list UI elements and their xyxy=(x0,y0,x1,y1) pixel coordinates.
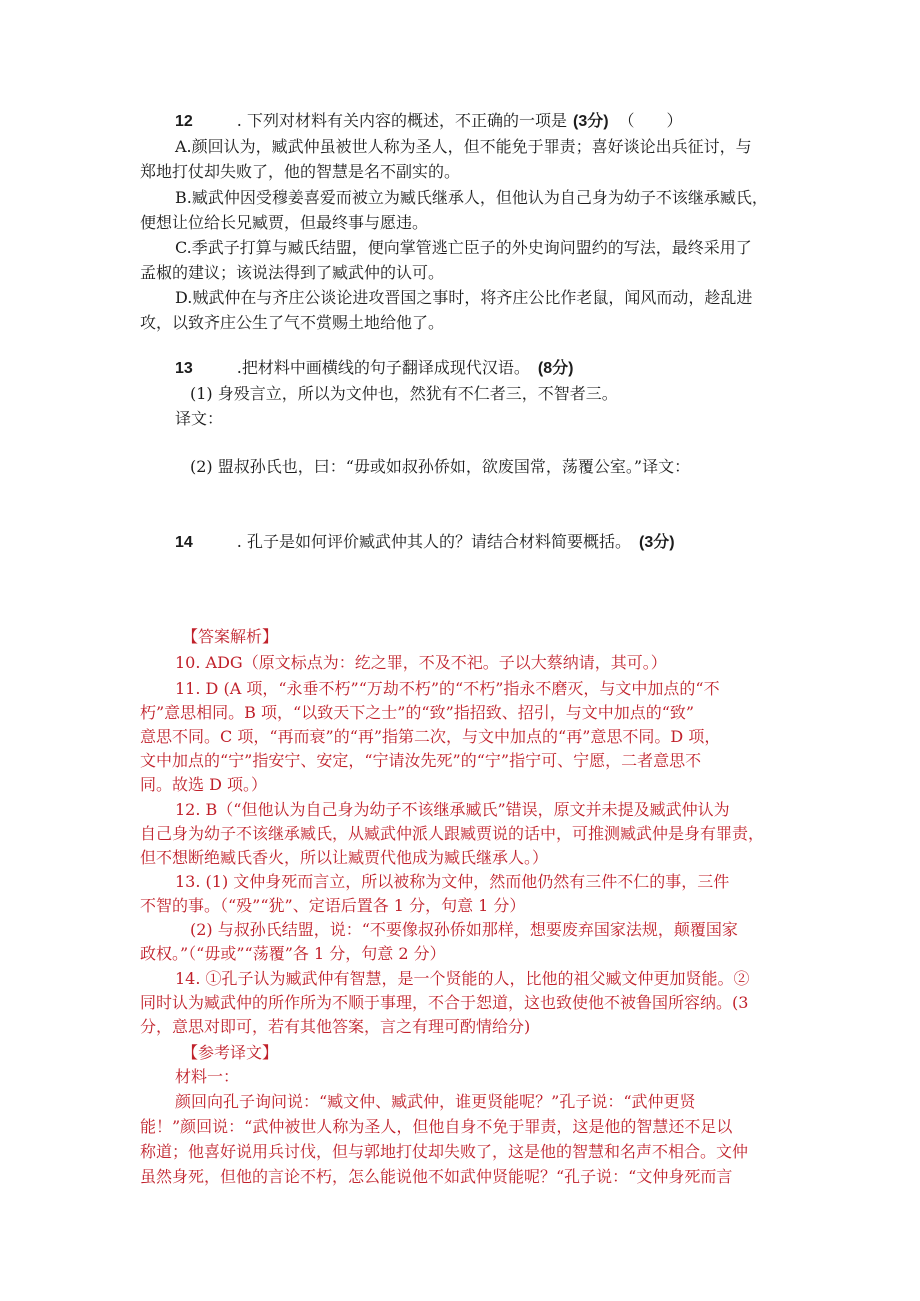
q12-stem-line xyxy=(175,108,683,135)
q13-sentence-1: (1) 身殁言立，所以为文仲也，然犹有不仁者三，不智者三。 xyxy=(190,384,618,403)
q12-number: 12 xyxy=(175,113,193,130)
q13-stem-line xyxy=(175,355,573,382)
answer-11-line2: 朽”意思相同。B 项，“以致天下之士”的“致”指招致、招引，与文中加点的“致” xyxy=(140,703,695,722)
q12-option-c-line2: 孟椒的建议；该说法得到了臧武仲的认可。 xyxy=(140,263,445,282)
q13-translation-label-1: 译文： xyxy=(175,409,224,428)
answer-14-line2: 同时认为臧武仲的所作所为不顺于事理，不合于恕道，这也致使他不被鲁国所容纳。(3 xyxy=(140,993,749,1012)
q12-score: (3分) xyxy=(572,113,609,130)
q13-number: 13 xyxy=(175,360,193,377)
answer-13-line2: 不智的事。（“殁”“犹”、定语后置各 1 分，句意 1 分） xyxy=(140,896,526,915)
q12-answer-blank: （ ） xyxy=(618,111,683,130)
answer-13-line4: 政权。”（“毋或”“荡覆”各 1 分，句意 2 分） xyxy=(140,944,446,963)
q14-stem: . 孔子是如何评价臧武仲其人的？请结合材料简要概括。 xyxy=(236,532,631,551)
q12-option-b-line1: B.臧武仲因受穆姜喜爱而被立为臧氏继承人，但他认为自己身为幼子不该继承臧氏， xyxy=(175,188,768,207)
answer-14-line1: 14. ①孔子认为臧武仲有智慧，是一个贤能的人，比他的祖父臧文仲更加贤能。② xyxy=(175,969,750,988)
answer-10: 10. ADG（原文标点为：纥之罪，不及不祀。子以大蔡纳请，其可。） xyxy=(175,653,667,672)
q12-stem: . 下列对材料有关内容的概述，不正确的一项是 xyxy=(236,111,567,130)
answer-12-line2: 自己身为幼子不该继承臧氏，从臧武仲派人跟臧贾说的话中，可推测臧武仲是身有罪责， xyxy=(140,824,765,843)
q12-option-a-line1: A.颜回认为，臧武仲虽被世人称为圣人，但不能免于罪责；喜好谈论出兵征讨，与 xyxy=(175,137,752,156)
translation-para-line2: 能！”颜回说：“武仲被世人称为圣人，但他自身不免于罪责，这是他的智慧还不足以 xyxy=(140,1117,733,1136)
answer-14-line3: 分，意思对即可，若有其他答案，言之有理可酌情给分) xyxy=(140,1017,531,1036)
q13-sentence-2: (2) 盟叔孙氏也，曰：“毋或如叔孙侨如，欲废国常，荡覆公室。”译文： xyxy=(190,457,691,476)
q14-score: (3分) xyxy=(638,534,675,551)
q12-option-b-line2: 便想让位给长兄臧贾，但最终事与愿违。 xyxy=(140,213,429,232)
translation-para-line1: 颜回向孔子询问说：“臧文仲、臧武仲，谁更贤能呢？”孔子说：“武仲更贤 xyxy=(175,1092,696,1111)
answer-11-line1: 11. D (A 项，“永垂不朽”“万劫不朽”的“不朽”指永不磨灭，与文中加点的“不 xyxy=(175,679,720,698)
translation-material-label: 材料一： xyxy=(175,1067,240,1086)
answer-12-line1: 12. B（“但他认为自己身为幼子不该继承臧氏”错误，原文并未提及臧武仲认为 xyxy=(175,800,730,819)
translation-para-line4: 虽然身死，但他的言论不朽，怎么能说他不如武仲贤能呢？“孔子说：“文仲身死而言 xyxy=(140,1167,733,1186)
answer-11-line5: 同。故选 D 项。） xyxy=(140,775,268,794)
q14-number: 14 xyxy=(175,534,193,551)
answers-heading: 【答案解析】 xyxy=(182,627,279,646)
q12-option-c-line1: C.季武子打算与臧氏结盟，便向掌管逃亡臣子的外史询问盟约的写法，最终采用了 xyxy=(175,238,752,257)
q13-stem: .把材料中画横线的句子翻译成现代汉语。 xyxy=(236,358,530,377)
answer-13-line3: (2) 与叔孙氏结盟，说：“不要像叔孙侨如那样，想要废弃国家法规，颠覆国家 xyxy=(190,920,738,939)
answer-11-line3: 意思不同。C 项，“再而衰”的“再”指第二次，与文中加点的“再”意思不同。D 项， xyxy=(140,727,721,746)
q13-score: (8分) xyxy=(537,360,574,377)
q14-stem-line xyxy=(175,529,675,556)
answer-11-line4: 文中加点的“宁”指安宁、安定，“宁请汝先死”的“宁”指宁可、宁愿，二者意思不 xyxy=(140,751,702,770)
answer-13-line1: 13. (1) 文仲身死而言立，所以被称为文仲，然而他仍然有三件不仁的事，三件 xyxy=(175,872,730,891)
q12-option-d-line1: D.贼武仲在与齐庄公谈论进攻晋国之事时，将齐庄公比作老鼠，闻风而动，趁乱进 xyxy=(175,288,753,307)
translation-para-line3: 称道；他喜好说用兵讨伐，但与郭地打仗却失败了，这是他的智慧和名声不相合。文仲 xyxy=(140,1142,749,1161)
translation-heading: 【参考译文】 xyxy=(182,1043,279,1062)
q12-option-d-line2: 攻，以致齐庄公生了气不赏赐土地给他了。 xyxy=(140,313,445,332)
q12-option-a-line2: 郑地打仗却失败了，他的智慧是名不副实的。 xyxy=(140,162,461,181)
answer-12-line3: 但不想断绝臧氏香火，所以让臧贾代他成为臧氏继承人。） xyxy=(140,848,549,867)
